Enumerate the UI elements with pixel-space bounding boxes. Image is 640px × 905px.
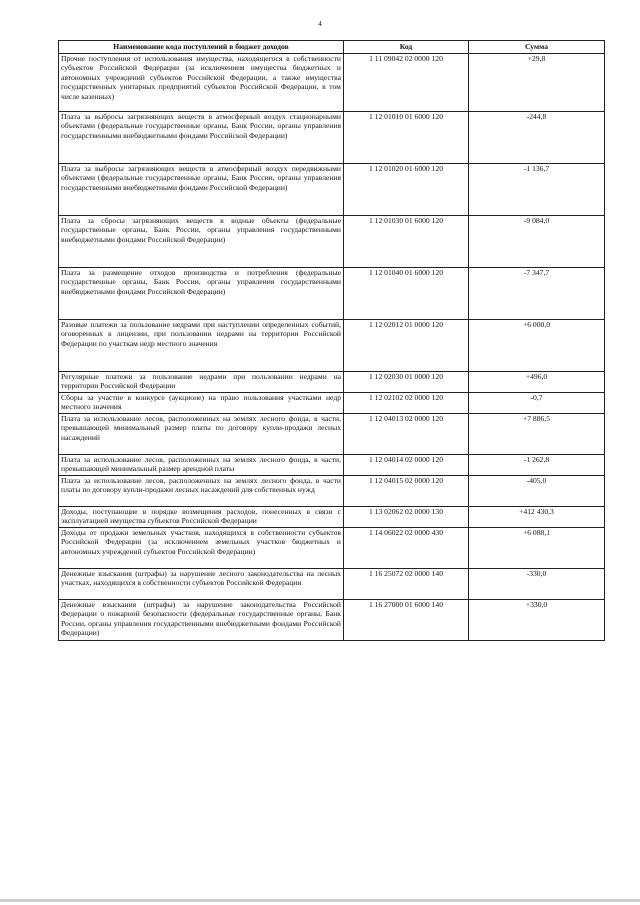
row-amount: +330,0 (469, 600, 605, 641)
row-code: 1 12 04014 02 0000 120 (344, 455, 469, 476)
row-name: Плата за выбросы загрязняющих веществ в атмосферный воздух стационарными объектами (федеральные государственные органы, Банк России, органы управления государственными внебюджетными фондами Российской Федерации) (59, 112, 344, 164)
table-row (59, 216, 605, 268)
row-code: 1 16 25072 02 0000 140 (344, 569, 469, 600)
row-amount: -0,7 (469, 393, 605, 414)
row-amount: -244,8 (469, 112, 605, 164)
row-amount: +6 000,0 (469, 320, 605, 372)
table-row (59, 507, 605, 528)
table-row (59, 320, 605, 372)
table-row (59, 393, 605, 414)
row-code: 1 12 02102 02 0000 120 (344, 393, 469, 414)
table-row (59, 268, 605, 320)
row-name: Разовые платежи за пользование недрами при наступлении определенных событий, оговоренных в лицензии, при пользовании недрами на территории Российской Федерации по участкам недр местного значения (59, 320, 344, 372)
row-name: Плата за сбросы загрязняющих веществ в водные объекты (федеральные государственные органы, Банк России, органы управления государственными внебюджетными фондами Российской Федерации) (59, 216, 344, 268)
row-amount: -1 262,8 (469, 455, 605, 476)
header-code: Код (344, 41, 469, 54)
row-name: Доходы, поступающие в порядке возмещения расходов, понесенных в связи с эксплуатацией имущества субъектов Российской Федерации (59, 507, 344, 528)
table-row (59, 455, 605, 476)
row-code: 1 12 01030 01 6000 120 (344, 216, 469, 268)
budget-revenue-table (58, 40, 605, 641)
row-code: 1 12 04015 02 0000 120 (344, 476, 469, 507)
row-code: 1 13 02062 02 0000 130 (344, 507, 469, 528)
row-code: 1 12 04013 02 0000 120 (344, 414, 469, 455)
row-name: Плата за выбросы загрязняющих веществ в атмосферный воздух передвижными объектами (федеральные государственные органы, Банк России, органы управления государственными внебюджетными фондами Российской Федерации) (59, 164, 344, 216)
row-name: Регулярные платежи за пользование недрами при пользовании недрами на территории Российской Федерации (59, 372, 344, 393)
row-name: Плата за размещение отходов производства и потребления (федеральные государственные органы, Банк России, органы управления государственными внебюджетными фондами Российской Федерации) (59, 268, 344, 320)
row-amount: -7 347,7 (469, 268, 605, 320)
table-row (59, 164, 605, 216)
header-amount: Сумма (469, 41, 605, 54)
table-row (59, 600, 605, 641)
table-row (59, 476, 605, 507)
row-amount: -330,0 (469, 569, 605, 600)
row-amount: +412 430,3 (469, 507, 605, 528)
row-code: 1 11 09042 02 0000 120 (344, 54, 469, 112)
row-name: Денежные взыскания (штрафы) за нарушение лесного законодательства на лесных участках, находящихся в собственности субъектов Российской Федерации (59, 569, 344, 600)
scan-edge (0, 899, 640, 902)
header-name: Наименование кода поступлений в бюджет доходов (59, 41, 344, 54)
row-amount: -9 084,0 (469, 216, 605, 268)
table-row (59, 414, 605, 455)
row-name: Доходы от продажи земельных участков, находящихся в собственности субъектов Российской Федерации (за исключением земельных участков бюджетных и автономных учреждений субъектов Российской Федерации) (59, 528, 344, 569)
row-code: 1 12 02030 01 0000 120 (344, 372, 469, 393)
table-header-row (59, 41, 605, 54)
row-amount: -1 136,7 (469, 164, 605, 216)
row-code: 1 16 27000 01 6000 140 (344, 600, 469, 641)
table-row (59, 528, 605, 569)
row-name: Плата за использование лесов, расположенных на землях лесного фонда, в части платы по договору купли-продажи лесных насаждений для собственных нужд (59, 476, 344, 507)
row-amount: -405,0 (469, 476, 605, 507)
table-body (59, 54, 605, 641)
row-code: 1 14 06022 02 0000 430 (344, 528, 469, 569)
row-code: 1 12 01040 01 6000 120 (344, 268, 469, 320)
row-name: Сборы за участие в конкурсе (аукционе) на право пользования участками недр местного значения (59, 393, 344, 414)
row-code: 1 12 02012 01 0000 120 (344, 320, 469, 372)
row-code: 1 12 01020 01 6000 120 (344, 164, 469, 216)
row-amount: +29,8 (469, 54, 605, 112)
page-number: 4 (318, 20, 322, 28)
row-code: 1 12 01010 01 6000 120 (344, 112, 469, 164)
row-name: Денежные взыскания (штрафы) за нарушение законодательства Российской Федерации о пожарной безопасности (федеральные государственные органы, Банк России, органы управления государственными внебюджетными фондами Российской Федерации) (59, 600, 344, 641)
table-row (59, 112, 605, 164)
row-amount: +6 088,1 (469, 528, 605, 569)
table-row (59, 54, 605, 112)
row-name: Плата за использование лесов, расположенных на землях лесного фонда, в части, превышающей минимальный размер арендной платы (59, 455, 344, 476)
row-amount: +496,0 (469, 372, 605, 393)
row-name: Плата за использование лесов, расположенных на землях лесного фонда, в части, превышающей минимальный размер платы по договору купли-продажи лесных насаждений (59, 414, 344, 455)
row-amount: +7 886,5 (469, 414, 605, 455)
table-row (59, 569, 605, 600)
table-row (59, 372, 605, 393)
row-name: Прочие поступления от использования имущества, находящегося в собственности субъектов Российской Федерации (за исключением имущества бюджетных и автономных учреждений субъектов Российской Федерации, а также имущества государственных унитарных предприятий субъектов Российской Федерации, в том числе казенных) (59, 54, 344, 112)
